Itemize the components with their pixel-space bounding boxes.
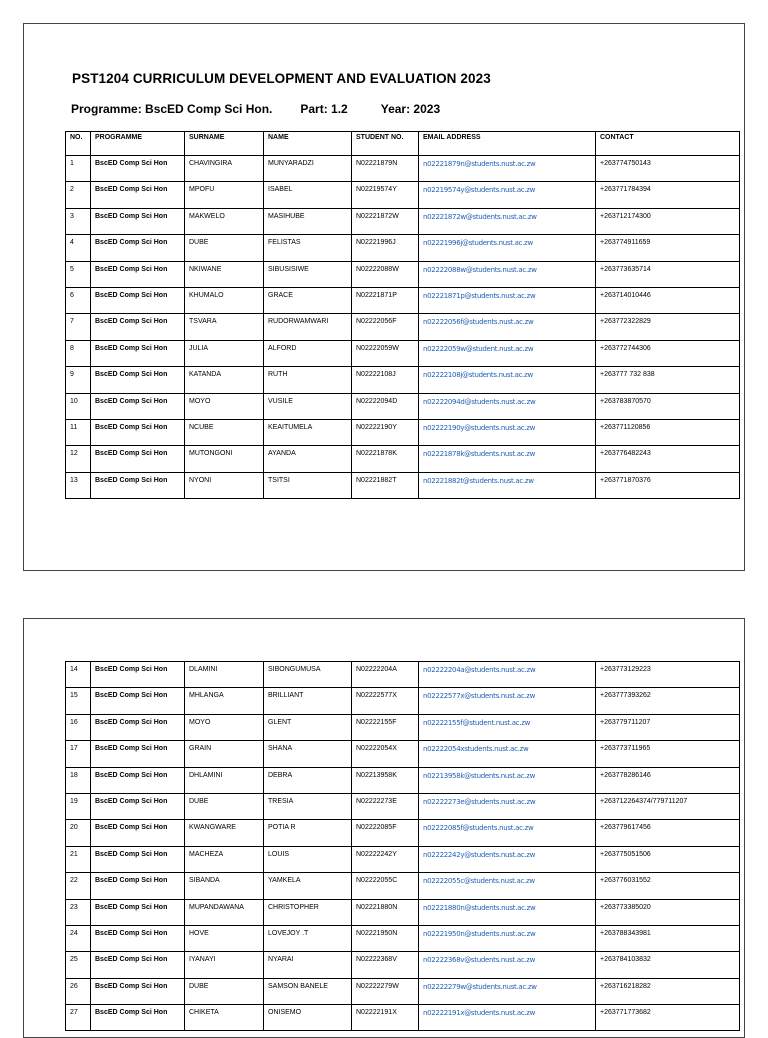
student-number-cell: N02222191X [352, 1005, 419, 1031]
row-number-cell: 12 [66, 446, 91, 472]
student-number-cell: N02222108J [352, 367, 419, 393]
table-row [66, 314, 740, 340]
surname-cell: CHAVINGIRA [185, 156, 264, 182]
contact-cell: +263712174300 [596, 208, 740, 234]
name-cell: SHANA [264, 741, 352, 767]
student-number-cell: N02213958K [352, 767, 419, 793]
surname-cell: DUBE [185, 978, 264, 1004]
contact-cell: +263773711965 [596, 741, 740, 767]
email-cell[interactable]: n02221996j@students.nust.ac.zw [419, 235, 596, 261]
student-number-cell: N02222279W [352, 978, 419, 1004]
surname-cell: MOYO [185, 714, 264, 740]
year-label: Year: 2023 [380, 102, 441, 116]
contact-cell: +263773385020 [596, 899, 740, 925]
contact-cell: +263771773682 [596, 1005, 740, 1031]
table-row [66, 688, 740, 714]
row-number-cell: 9 [66, 367, 91, 393]
student-number-cell: N02222190Y [352, 419, 419, 445]
row-number-cell: 7 [66, 314, 91, 340]
table-row [66, 156, 740, 182]
programme-cell: BscED Comp Sci Hon [91, 820, 185, 846]
table-row [66, 978, 740, 1004]
programme-cell: BscED Comp Sci Hon [91, 419, 185, 445]
name-cell: POTIA R [264, 820, 352, 846]
surname-cell: MHLANGA [185, 688, 264, 714]
row-number-cell: 25 [66, 952, 91, 978]
column-header: SURNAME [185, 132, 264, 156]
surname-cell: MAKWELO [185, 208, 264, 234]
name-cell: ISABEL [264, 182, 352, 208]
table-row [66, 925, 740, 951]
programme-label: Programme: BscED Comp Sci Hon. [71, 102, 273, 116]
row-number-cell: 16 [66, 714, 91, 740]
student-table-page-2 [65, 661, 740, 1031]
contact-cell: +263712264374/779711207 [596, 793, 740, 819]
programme-cell: BscED Comp Sci Hon [91, 714, 185, 740]
student-number-cell: N02222577X [352, 688, 419, 714]
email-cell[interactable]: n02221871p@students.nust.ac.zw [419, 287, 596, 313]
column-header: STUDENT NO. [352, 132, 419, 156]
student-number-cell: N02222056F [352, 314, 419, 340]
column-header: EMAIL ADDRESS [419, 132, 596, 156]
surname-cell: GRAIN [185, 741, 264, 767]
email-cell[interactable]: n02222094d@students.nust.ac.zw [419, 393, 596, 419]
name-cell: NYARAI [264, 952, 352, 978]
name-cell: RUDORWAMWARI [264, 314, 352, 340]
programme-cell: BscED Comp Sci Hon [91, 688, 185, 714]
student-number-cell: N02222368V [352, 952, 419, 978]
student-number-cell: N02222059W [352, 340, 419, 366]
email-cell[interactable]: n02219574y@students.nust.ac.zw [419, 182, 596, 208]
email-cell[interactable]: n02222279w@students.nust.ac.zw [419, 978, 596, 1004]
contact-cell: +263771120856 [596, 419, 740, 445]
surname-cell: NKIWANE [185, 261, 264, 287]
email-cell[interactable]: n02222054xstudents.nust.ac.zw [419, 741, 596, 767]
row-number-cell: 3 [66, 208, 91, 234]
programme-cell: BscED Comp Sci Hon [91, 340, 185, 366]
table-row [66, 340, 740, 366]
surname-cell: DHLAMINI [185, 767, 264, 793]
programme-cell: BscED Comp Sci Hon [91, 446, 185, 472]
contact-cell: +263783870570 [596, 393, 740, 419]
table-row [66, 873, 740, 899]
email-cell[interactable]: n02222059w@student.nust.ac.zw [419, 340, 596, 366]
email-cell[interactable]: n02222368v@students.nust.ac.zw [419, 952, 596, 978]
table-row [66, 208, 740, 234]
email-cell[interactable]: n02213958k@students.nust.ac.zw [419, 767, 596, 793]
student-number-cell: N02221871P [352, 287, 419, 313]
contact-cell: +263714010446 [596, 287, 740, 313]
surname-cell: TSVARA [185, 314, 264, 340]
email-cell[interactable]: n02221872w@students.nust.ac.zw [419, 208, 596, 234]
table-row [66, 367, 740, 393]
row-number-cell: 26 [66, 978, 91, 1004]
document-page-1 [23, 23, 745, 571]
programme-cell: BscED Comp Sci Hon [91, 741, 185, 767]
row-number-cell: 20 [66, 820, 91, 846]
email-cell[interactable]: n02222204a@students.nust.ac.zw [419, 662, 596, 688]
student-number-cell: N02221882T [352, 472, 419, 498]
student-number-cell: N02221880N [352, 899, 419, 925]
programme-cell: BscED Comp Sci Hon [91, 235, 185, 261]
surname-cell: MUTONGONI [185, 446, 264, 472]
name-cell: MASIHUBE [264, 208, 352, 234]
contact-cell: +263774911659 [596, 235, 740, 261]
contact-cell: +263774750143 [596, 156, 740, 182]
row-number-cell: 19 [66, 793, 91, 819]
name-cell: AYANDA [264, 446, 352, 472]
email-cell[interactable]: n02221950n@students.nust.ac.zw [419, 925, 596, 951]
name-cell: TRESIA [264, 793, 352, 819]
student-number-cell: N02222094D [352, 393, 419, 419]
part-label: Part: 1.2 [300, 102, 348, 116]
programme-cell: BscED Comp Sci Hon [91, 846, 185, 872]
row-number-cell: 1 [66, 156, 91, 182]
programme-cell: BscED Comp Sci Hon [91, 314, 185, 340]
table-row [66, 261, 740, 287]
contact-cell: +263778286146 [596, 767, 740, 793]
programme-cell: BscED Comp Sci Hon [91, 899, 185, 925]
programme-cell: BscED Comp Sci Hon [91, 261, 185, 287]
contact-cell: +263776482243 [596, 446, 740, 472]
name-cell: CHRISTOPHER [264, 899, 352, 925]
programme-cell: BscED Comp Sci Hon [91, 662, 185, 688]
surname-cell: SIBANDA [185, 873, 264, 899]
email-cell[interactable]: n02221878k@students.nust.ac.zw [419, 446, 596, 472]
name-cell: ALFORD [264, 340, 352, 366]
surname-cell: MPOFU [185, 182, 264, 208]
email-cell[interactable]: n02222088w@students.nust.ac.zw [419, 261, 596, 287]
student-number-cell: N02222242Y [352, 846, 419, 872]
name-cell: TSITSI [264, 472, 352, 498]
programme-cell: BscED Comp Sci Hon [91, 182, 185, 208]
row-number-cell: 2 [66, 182, 91, 208]
table-row [66, 446, 740, 472]
table-row [66, 182, 740, 208]
row-number-cell: 17 [66, 741, 91, 767]
row-number-cell: 27 [66, 1005, 91, 1031]
email-cell[interactable]: n02222056f@students.nust.ac.zw [419, 314, 596, 340]
contact-cell: +263777 732 838 [596, 367, 740, 393]
table-row [66, 662, 740, 688]
table-row [66, 714, 740, 740]
programme-cell: BscED Comp Sci Hon [91, 367, 185, 393]
row-number-cell: 22 [66, 873, 91, 899]
row-number-cell: 10 [66, 393, 91, 419]
column-header: NAME [264, 132, 352, 156]
document-title: PST1204 CURRICULUM DEVELOPMENT AND EVALUATION 2023 [72, 71, 491, 86]
row-number-cell: 24 [66, 925, 91, 951]
contact-cell: +263771784394 [596, 182, 740, 208]
column-header: NO. [66, 132, 91, 156]
surname-cell: NCUBE [185, 419, 264, 445]
student-number-cell: N02221878K [352, 446, 419, 472]
row-number-cell: 13 [66, 472, 91, 498]
student-number-cell: N02221996J [352, 235, 419, 261]
row-number-cell: 11 [66, 419, 91, 445]
name-cell: RUTH [264, 367, 352, 393]
email-cell[interactable]: n02222108j@students.nust.ac.zw [419, 367, 596, 393]
student-number-cell: N02222085F [352, 820, 419, 846]
programme-info [71, 102, 440, 116]
email-cell[interactable]: n02222055c@students.nust.ac.zw [419, 873, 596, 899]
student-number-cell: N02222055C [352, 873, 419, 899]
name-cell: LOUIS [264, 846, 352, 872]
name-cell: GRACE [264, 287, 352, 313]
column-header: PROGRAMME [91, 132, 185, 156]
name-cell: KEAITUMELA [264, 419, 352, 445]
surname-cell: JULIA [185, 340, 264, 366]
name-cell: DEBRA [264, 767, 352, 793]
surname-cell: KHUMALO [185, 287, 264, 313]
contact-cell: +263772744306 [596, 340, 740, 366]
surname-cell: IYANAYI [185, 952, 264, 978]
table-row [66, 741, 740, 767]
surname-cell: CHIKETA [185, 1005, 264, 1031]
email-cell[interactable]: n02222273e@students.nust.ac.zw [419, 793, 596, 819]
programme-cell: BscED Comp Sci Hon [91, 208, 185, 234]
table-row [66, 419, 740, 445]
row-number-cell: 4 [66, 235, 91, 261]
surname-cell: MOYO [185, 393, 264, 419]
student-number-cell: N02222054X [352, 741, 419, 767]
email-cell[interactable]: n02222155f@student.nust.ac.zw [419, 714, 596, 740]
name-cell: SIBONGUMUSA [264, 662, 352, 688]
contact-cell: +263788343981 [596, 925, 740, 951]
email-cell[interactable]: n02221879n@students.nust.ac.zw [419, 156, 596, 182]
name-cell: YAMKELA [264, 873, 352, 899]
programme-cell: BscED Comp Sci Hon [91, 978, 185, 1004]
student-number-cell: N02222088W [352, 261, 419, 287]
email-cell[interactable]: n02222242y@students.nust.ac.zw [419, 846, 596, 872]
student-table-page-1 [65, 131, 740, 499]
programme-cell: BscED Comp Sci Hon [91, 952, 185, 978]
student-number-cell: N02221872W [352, 208, 419, 234]
table-row [66, 287, 740, 313]
row-number-cell: 14 [66, 662, 91, 688]
name-cell: VUSILE [264, 393, 352, 419]
name-cell: FELISTAS [264, 235, 352, 261]
name-cell: MUNYARADZI [264, 156, 352, 182]
contact-cell: +263779711207 [596, 714, 740, 740]
surname-cell: MUPANDAWANA [185, 899, 264, 925]
programme-cell: BscED Comp Sci Hon [91, 1005, 185, 1031]
programme-cell: BscED Comp Sci Hon [91, 873, 185, 899]
table-row [66, 793, 740, 819]
row-number-cell: 6 [66, 287, 91, 313]
student-number-cell: N02222155F [352, 714, 419, 740]
row-number-cell: 5 [66, 261, 91, 287]
contact-cell: +263771870376 [596, 472, 740, 498]
programme-cell: BscED Comp Sci Hon [91, 767, 185, 793]
student-number-cell: N02222273E [352, 793, 419, 819]
contact-cell: +263777393262 [596, 688, 740, 714]
email-cell[interactable]: n02222191x@students.nust.ac.zw [419, 1005, 596, 1031]
surname-cell: MACHEZA [185, 846, 264, 872]
email-cell[interactable]: n02222190y@students.nust.ac.zw [419, 419, 596, 445]
programme-cell: BscED Comp Sci Hon [91, 925, 185, 951]
contact-cell: +263775051506 [596, 846, 740, 872]
row-number-cell: 21 [66, 846, 91, 872]
programme-cell: BscED Comp Sci Hon [91, 472, 185, 498]
column-header: CONTACT [596, 132, 740, 156]
table-row [66, 767, 740, 793]
student-number-cell: N02219574Y [352, 182, 419, 208]
table-row [66, 820, 740, 846]
row-number-cell: 18 [66, 767, 91, 793]
student-number-cell: N02221879N [352, 156, 419, 182]
programme-cell: BscED Comp Sci Hon [91, 793, 185, 819]
row-number-cell: 23 [66, 899, 91, 925]
contact-cell: +263773129223 [596, 662, 740, 688]
surname-cell: KWANGWARE [185, 820, 264, 846]
table-header-row [66, 132, 740, 156]
table-row [66, 952, 740, 978]
row-number-cell: 15 [66, 688, 91, 714]
table-row [66, 1005, 740, 1031]
table-row [66, 846, 740, 872]
email-cell[interactable]: n02221882t@students.nust.ac.zw [419, 472, 596, 498]
email-cell[interactable]: n02221880n@students.nust.ac.zw [419, 899, 596, 925]
surname-cell: DUBE [185, 793, 264, 819]
email-cell[interactable]: n02222577x@students.nust.ac.zw [419, 688, 596, 714]
table-row [66, 235, 740, 261]
email-cell[interactable]: n02222085f@students.nust.ac.zw [419, 820, 596, 846]
name-cell: LOVEJOY .T [264, 925, 352, 951]
contact-cell: +263772322829 [596, 314, 740, 340]
surname-cell: HOVE [185, 925, 264, 951]
name-cell: GLENT [264, 714, 352, 740]
contact-cell: +263784103832 [596, 952, 740, 978]
name-cell: BRILLIANT [264, 688, 352, 714]
name-cell: SIBUSISIWE [264, 261, 352, 287]
surname-cell: KATANDA [185, 367, 264, 393]
contact-cell: +263716218282 [596, 978, 740, 1004]
programme-cell: BscED Comp Sci Hon [91, 287, 185, 313]
contact-cell: +263776031552 [596, 873, 740, 899]
programme-cell: BscED Comp Sci Hon [91, 393, 185, 419]
table-row [66, 899, 740, 925]
contact-cell: +263773635714 [596, 261, 740, 287]
surname-cell: NYONI [185, 472, 264, 498]
student-number-cell: N02222204A [352, 662, 419, 688]
table-row [66, 393, 740, 419]
contact-cell: +263779617456 [596, 820, 740, 846]
document-page-2 [23, 618, 745, 1038]
surname-cell: DLAMINI [185, 662, 264, 688]
table-row [66, 472, 740, 498]
programme-cell: BscED Comp Sci Hon [91, 156, 185, 182]
name-cell: SAMSON BANELE [264, 978, 352, 1004]
student-number-cell: N02221950N [352, 925, 419, 951]
row-number-cell: 8 [66, 340, 91, 366]
name-cell: ONISEMO [264, 1005, 352, 1031]
surname-cell: DUBE [185, 235, 264, 261]
